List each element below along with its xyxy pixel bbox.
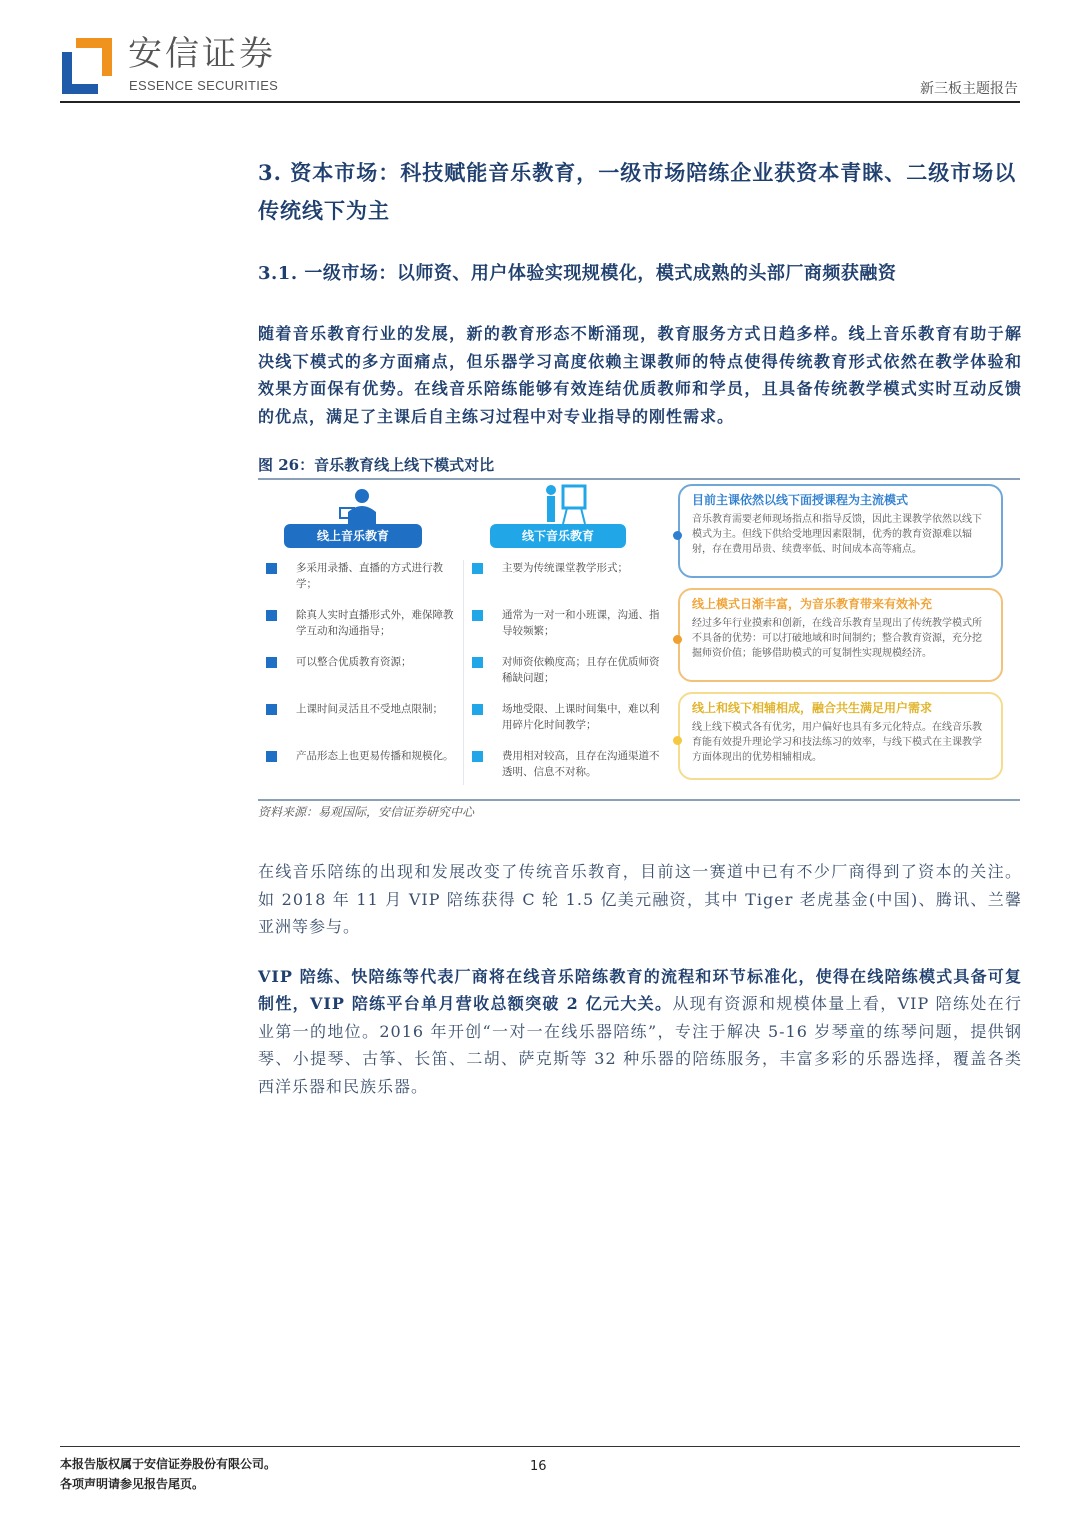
bullet-icon bbox=[472, 704, 483, 715]
list-item: 场地受限、上课时间集中，难以利用碎片化时间教学； bbox=[502, 703, 660, 731]
paragraph-3-bold: VIP 陪练、快陪练等代表厂商将在线音乐陪练教育的流程和环节标准化，使得在线陪练模式具备可复制性，VIP 陪练平台单月营收总额突破 2 亿元大关。 bbox=[258, 966, 1022, 1013]
footer-disclaimer: 各项声明请参见报告尾页。 bbox=[60, 1477, 205, 1491]
figure-26 bbox=[258, 478, 1020, 801]
page-number: 16 bbox=[530, 1459, 547, 1474]
paragraph-2: 在线音乐陪练的出现和发展改变了传统音乐教育，目前这一赛道中已有不少厂商得到了资本的关注。如 2018 年 11 月 VIP 陪练获得 C 轮 1.5 亿美元融资，其中 Tiger 老虎基金(中国)、腾讯、兰馨亚洲等参与。 bbox=[258, 862, 1022, 936]
card-integration bbox=[678, 692, 1003, 780]
list-item: 除真人实时直播形式外，难保障教学互动和沟通指导； bbox=[296, 609, 454, 637]
online-list bbox=[266, 560, 456, 789]
bullet-icon bbox=[472, 657, 483, 668]
card-title: 目前主课依然以线下面授课程为主流模式 bbox=[692, 493, 909, 507]
bullet-icon bbox=[472, 563, 483, 574]
list-item: 可以整合优质教育资源； bbox=[296, 656, 412, 668]
card-text: 音乐教育需要老师现场指点和指导反馈，因此主课教学依然以线下模式为主。但线下供给受地理因素限制，优秀的教育资源难以辐射，存在费用昂贵、续费率低、时间成本高等痛点。 bbox=[692, 514, 982, 555]
offline-title: 线下音乐教育 bbox=[490, 524, 626, 548]
logo-text-en: ESSENCE SECURITIES bbox=[129, 78, 279, 93]
list-row bbox=[266, 560, 456, 601]
main-content bbox=[258, 154, 1022, 1100]
subsection-heading: 3.1. 一级市场：以师资、用户体验实现规模化，模式成熟的头部厂商频获融资 bbox=[258, 263, 897, 284]
list-row bbox=[472, 748, 662, 789]
paragraph-3 bbox=[258, 963, 1022, 1101]
dot-icon bbox=[673, 736, 682, 745]
list-item: 对师资依赖度高；且存在优质师资稀缺问题； bbox=[502, 656, 660, 684]
list-row bbox=[266, 607, 456, 648]
online-title: 线上音乐教育 bbox=[284, 524, 422, 548]
paragraph-1: 随着音乐教育行业的发展，新的教育形态不断涌现，教育服务方式日趋多样。线上音乐教育有助于解决线下模式的多方面痛点，但乐器学习高度依赖主课教师的特点使得传统教育形式依然在教学体验和效果方面保有优势。在线音乐陪练能够有效连结优质教师和学员，且具备传统教学模式实时互动反馈的优点，满足了主课后自主练习过程中对专业指导的刚性需求。 bbox=[258, 324, 1022, 426]
list-item: 通常为一对一和小班课，沟通、指导较频繁； bbox=[502, 609, 660, 637]
bullet-icon bbox=[266, 610, 277, 621]
card-text: 线上线下模式各有优劣，用户偏好也具有多元化特点。在线音乐教育能有效提升理论学习和技法练习的效率，与线下模式在主课教学方面体现出的优势相辅相成。 bbox=[692, 722, 982, 763]
list-item: 主要为传统课堂教学形式； bbox=[502, 562, 628, 574]
header-divider bbox=[60, 101, 1020, 103]
figure-caption: 图 26：音乐教育线上线下模式对比 bbox=[258, 456, 495, 474]
logo-icon bbox=[62, 38, 112, 94]
card-title: 线上模式日渐丰富，为音乐教育带来有效补充 bbox=[692, 597, 933, 611]
logo-text-cn: 安信证券 bbox=[128, 34, 276, 74]
list-item: 产品形态上也更易传播和规模化。 bbox=[296, 750, 454, 762]
list-item: 多采用录播、直播的方式进行教学； bbox=[296, 562, 443, 590]
footer-copyright: 本报告版权属于安信证券股份有限公司。 bbox=[60, 1457, 277, 1471]
offline-list bbox=[472, 560, 662, 789]
card-offline-mainstream bbox=[678, 484, 1003, 578]
card-text: 经过多年行业摸索和创新，在线音乐教育呈现出了传统教学模式所不具备的优势：可以打破地域和时间制约；整合教育资源，充分挖掘师资价值；能够借助模式的可复制性实现规模经济。 bbox=[692, 618, 982, 659]
list-row bbox=[472, 560, 662, 601]
list-item: 上课时间灵活且不受地点限制； bbox=[296, 703, 443, 715]
column-divider bbox=[463, 560, 464, 785]
paragraph-3-rest: 从现有资源和规模体量上看，VIP 陪练处在行业第一的地位。2016 年开创“一对一在线乐器陪练”，专注于解决 5-16 岁琴童的练琴问题，提供钢琴、小提琴、古筝、长笛、二胡、萨克斯等 32 种乐器的陪练服务，丰富多彩的乐器选择，覆盖各类西洋乐器和民族乐器。 bbox=[258, 994, 1022, 1096]
card-online-supplement bbox=[678, 588, 1003, 682]
card-title: 线上和线下相辅相成，融合共生满足用户需求 bbox=[692, 701, 933, 715]
list-row bbox=[472, 701, 662, 742]
bullet-icon bbox=[266, 657, 277, 668]
list-row bbox=[472, 654, 662, 695]
dot-icon bbox=[673, 531, 682, 540]
list-item: 费用相对较高，且存在沟通渠道不透明、信息不对称。 bbox=[502, 750, 660, 778]
summary-cards bbox=[678, 484, 1003, 780]
online-teacher-icon bbox=[338, 488, 378, 528]
bullet-icon bbox=[266, 563, 277, 574]
list-row bbox=[266, 748, 456, 789]
list-row bbox=[266, 654, 456, 695]
figure-source: 资料来源：易观国际，安信证券研究中心 bbox=[258, 805, 475, 819]
offline-teacher-icon bbox=[543, 484, 587, 528]
list-row bbox=[472, 607, 662, 648]
bullet-icon bbox=[472, 751, 483, 762]
bullet-icon bbox=[266, 751, 277, 762]
dot-icon bbox=[673, 635, 682, 644]
report-type: 新三板主题报告 bbox=[920, 81, 1018, 97]
bullet-icon bbox=[266, 704, 277, 715]
section-heading: 3. 资本市场：科技赋能音乐教育，一级市场陪练企业获资本青睐、二级市场以传统线下为主 bbox=[258, 160, 1017, 223]
footer-divider bbox=[60, 1446, 1020, 1447]
list-row bbox=[266, 701, 456, 742]
bullet-icon bbox=[472, 610, 483, 621]
